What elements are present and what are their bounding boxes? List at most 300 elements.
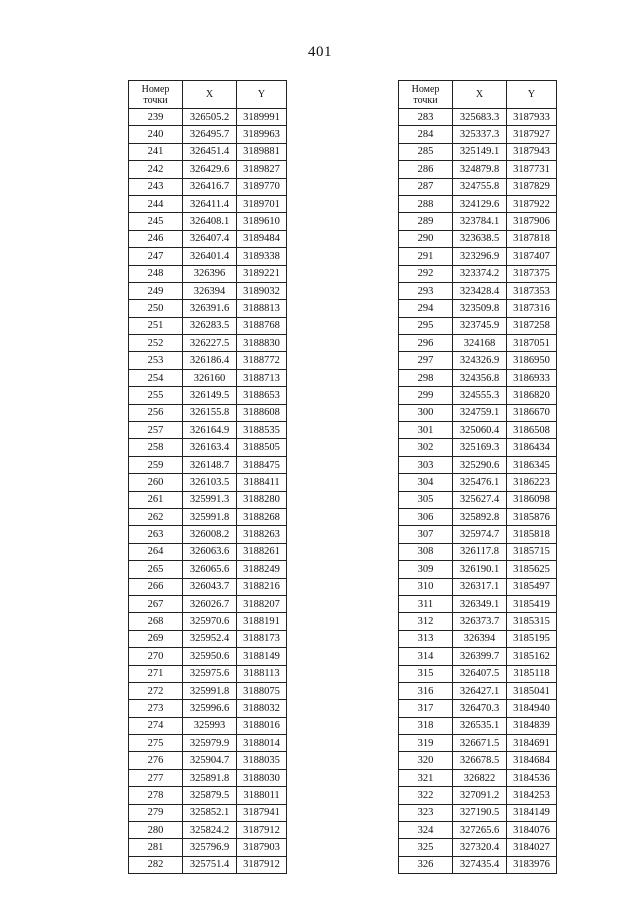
header-point-number: Номер точки	[129, 81, 183, 109]
cell-x: 324356.8	[453, 369, 507, 386]
table-row	[399, 613, 557, 630]
cell-point-number: 289	[399, 213, 453, 230]
cell-y: 3189827	[237, 161, 287, 178]
cell-point-number: 251	[129, 317, 183, 334]
table-row	[129, 126, 287, 143]
table-row	[129, 456, 287, 473]
table-row	[129, 769, 287, 786]
cell-point-number: 318	[399, 717, 453, 734]
cell-x: 326671.5	[453, 735, 507, 752]
cell-point-number: 320	[399, 752, 453, 769]
cell-y: 3189610	[237, 213, 287, 230]
cell-y: 3188653	[237, 387, 287, 404]
cell-point-number: 317	[399, 700, 453, 717]
table-row	[129, 335, 287, 352]
cell-y: 3188813	[237, 300, 287, 317]
table-header-row	[129, 81, 287, 109]
table-row	[129, 213, 287, 230]
cell-y: 3187407	[507, 248, 557, 265]
cell-point-number: 298	[399, 369, 453, 386]
cell-point-number: 311	[399, 595, 453, 612]
cell-point-number: 245	[129, 213, 183, 230]
cell-x: 325337.3	[453, 126, 507, 143]
cell-x: 325993	[183, 717, 237, 734]
cell-x: 326394	[453, 630, 507, 647]
cell-point-number: 240	[129, 126, 183, 143]
cell-y: 3184839	[507, 717, 557, 734]
cell-y: 3188261	[237, 543, 287, 560]
cell-y: 3188713	[237, 369, 287, 386]
cell-point-number: 297	[399, 352, 453, 369]
table-row	[129, 161, 287, 178]
cell-x: 324759.1	[453, 404, 507, 421]
cell-x: 326227.5	[183, 335, 237, 352]
cell-y: 3186820	[507, 387, 557, 404]
table-row	[129, 508, 287, 525]
cell-x: 325169.3	[453, 439, 507, 456]
cell-y: 3188263	[237, 526, 287, 543]
cell-point-number: 257	[129, 422, 183, 439]
cell-point-number: 255	[129, 387, 183, 404]
cell-point-number: 272	[129, 682, 183, 699]
cell-y: 3188011	[237, 787, 287, 804]
table-row	[399, 735, 557, 752]
cell-point-number: 290	[399, 230, 453, 247]
cell-y: 3188030	[237, 769, 287, 786]
table-row	[399, 143, 557, 160]
cell-point-number: 300	[399, 404, 453, 421]
cell-x: 326349.1	[453, 595, 507, 612]
table-row	[129, 561, 287, 578]
cell-point-number: 321	[399, 769, 453, 786]
cell-point-number: 326	[399, 856, 453, 873]
cell-y: 3189338	[237, 248, 287, 265]
cell-y: 3189221	[237, 265, 287, 282]
table-row	[399, 317, 557, 334]
cell-point-number: 242	[129, 161, 183, 178]
cell-y: 3187906	[507, 213, 557, 230]
table-row	[129, 856, 287, 873]
cell-y: 3187912	[237, 822, 287, 839]
cell-y: 3184027	[507, 839, 557, 856]
header-x: X	[183, 81, 237, 109]
cell-point-number: 319	[399, 735, 453, 752]
cell-y: 3184940	[507, 700, 557, 717]
cell-point-number: 243	[129, 178, 183, 195]
cell-y: 3187943	[507, 143, 557, 160]
cell-y: 3189963	[237, 126, 287, 143]
cell-x: 326416.7	[183, 178, 237, 195]
table-row	[129, 265, 287, 282]
cell-point-number: 241	[129, 143, 183, 160]
cell-x: 326411.4	[183, 195, 237, 212]
cell-point-number: 252	[129, 335, 183, 352]
cell-x: 326396	[183, 265, 237, 282]
cell-x: 323296.9	[453, 248, 507, 265]
table-row	[129, 648, 287, 665]
table-header-row	[399, 81, 557, 109]
header-y: Y	[237, 81, 287, 109]
cell-x: 326401.4	[183, 248, 237, 265]
table-row	[399, 508, 557, 525]
cell-x: 325290.6	[453, 456, 507, 473]
cell-point-number: 266	[129, 578, 183, 595]
cell-x: 326117.8	[453, 543, 507, 560]
cell-x: 326163.4	[183, 439, 237, 456]
page-number: 401	[308, 44, 332, 60]
cell-y: 3186670	[507, 404, 557, 421]
table-row	[399, 195, 557, 212]
table-row	[129, 526, 287, 543]
cell-point-number: 316	[399, 682, 453, 699]
cell-x: 325796.9	[183, 839, 237, 856]
table-row	[129, 804, 287, 821]
cell-point-number: 302	[399, 439, 453, 456]
cell-x: 325627.4	[453, 491, 507, 508]
table-row	[399, 213, 557, 230]
table-body	[399, 109, 557, 874]
table-row	[399, 578, 557, 595]
cell-x: 325683.3	[453, 109, 507, 126]
table-row	[129, 230, 287, 247]
cell-y: 3189484	[237, 230, 287, 247]
cell-y: 3188113	[237, 665, 287, 682]
cell-y: 3186950	[507, 352, 557, 369]
cell-x: 323638.5	[453, 230, 507, 247]
table-row	[129, 404, 287, 421]
cell-x: 327435.4	[453, 856, 507, 873]
cell-x: 326429.6	[183, 161, 237, 178]
table-row	[399, 526, 557, 543]
table-row	[129, 543, 287, 560]
cell-point-number: 303	[399, 456, 453, 473]
table-row	[129, 143, 287, 160]
cell-point-number: 307	[399, 526, 453, 543]
table-row	[129, 822, 287, 839]
cell-y: 3187927	[507, 126, 557, 143]
cell-point-number: 287	[399, 178, 453, 195]
cell-point-number: 254	[129, 369, 183, 386]
cell-point-number: 291	[399, 248, 453, 265]
table-row	[129, 387, 287, 404]
cell-x: 326373.7	[453, 613, 507, 630]
cell-y: 3188249	[237, 561, 287, 578]
table-row	[129, 682, 287, 699]
cell-y: 3185419	[507, 595, 557, 612]
cell-x: 326391.6	[183, 300, 237, 317]
cell-point-number: 275	[129, 735, 183, 752]
cell-x: 326164.9	[183, 422, 237, 439]
table-row	[129, 422, 287, 439]
table-row	[399, 839, 557, 856]
cell-point-number: 293	[399, 282, 453, 299]
cell-point-number: 256	[129, 404, 183, 421]
cell-y: 3184253	[507, 787, 557, 804]
cell-point-number: 280	[129, 822, 183, 839]
table-row	[129, 839, 287, 856]
cell-point-number: 299	[399, 387, 453, 404]
cell-y: 3184684	[507, 752, 557, 769]
cell-y: 3187051	[507, 335, 557, 352]
table-row	[399, 856, 557, 873]
cell-y: 3187353	[507, 282, 557, 299]
table-row	[129, 613, 287, 630]
cell-y: 3188830	[237, 335, 287, 352]
cell-y: 3188608	[237, 404, 287, 421]
cell-y: 3188505	[237, 439, 287, 456]
cell-y: 3188207	[237, 595, 287, 612]
cell-y: 3189770	[237, 178, 287, 195]
cell-x: 326451.4	[183, 143, 237, 160]
cell-y: 3188016	[237, 717, 287, 734]
cell-x: 324755.8	[453, 178, 507, 195]
cell-x: 324129.6	[453, 195, 507, 212]
cell-x: 326495.7	[183, 126, 237, 143]
table-row	[399, 822, 557, 839]
cell-x: 325991.8	[183, 508, 237, 525]
cell-point-number: 258	[129, 439, 183, 456]
cell-y: 3184076	[507, 822, 557, 839]
table-row	[399, 474, 557, 491]
cell-point-number: 282	[129, 856, 183, 873]
cell-x: 324879.8	[453, 161, 507, 178]
cell-point-number: 294	[399, 300, 453, 317]
cell-x: 323428.4	[453, 282, 507, 299]
cell-point-number: 315	[399, 665, 453, 682]
table-row	[129, 752, 287, 769]
cell-x: 326186.4	[183, 352, 237, 369]
cell-y: 3185876	[507, 508, 557, 525]
cell-point-number: 284	[399, 126, 453, 143]
cell-point-number: 250	[129, 300, 183, 317]
cell-y: 3186434	[507, 439, 557, 456]
cell-y: 3185315	[507, 613, 557, 630]
cell-point-number: 305	[399, 491, 453, 508]
cell-y: 3185625	[507, 561, 557, 578]
cell-y: 3188035	[237, 752, 287, 769]
cell-y: 3189991	[237, 109, 287, 126]
cell-y: 3188268	[237, 508, 287, 525]
table-row	[129, 109, 287, 126]
cell-x: 326148.7	[183, 456, 237, 473]
table-row	[399, 248, 557, 265]
cell-x: 326043.7	[183, 578, 237, 595]
cell-point-number: 325	[399, 839, 453, 856]
cell-x: 326008.2	[183, 526, 237, 543]
cell-point-number: 273	[129, 700, 183, 717]
table-row	[129, 717, 287, 734]
cell-point-number: 288	[399, 195, 453, 212]
header-x: X	[453, 81, 507, 109]
cell-point-number: 269	[129, 630, 183, 647]
cell-y: 3188411	[237, 474, 287, 491]
cell-point-number: 283	[399, 109, 453, 126]
cell-point-number: 248	[129, 265, 183, 282]
coordinates-table-right	[398, 80, 557, 874]
cell-point-number: 286	[399, 161, 453, 178]
cell-x: 323745.9	[453, 317, 507, 334]
cell-point-number: 262	[129, 508, 183, 525]
cell-x: 325970.6	[183, 613, 237, 630]
cell-x: 327320.4	[453, 839, 507, 856]
cell-y: 3185195	[507, 630, 557, 647]
cell-x: 325476.1	[453, 474, 507, 491]
header-y: Y	[507, 81, 557, 109]
table-row	[399, 595, 557, 612]
table-row	[399, 265, 557, 282]
cell-point-number: 292	[399, 265, 453, 282]
cell-y: 3188216	[237, 578, 287, 595]
table-row	[129, 248, 287, 265]
cell-y: 3183976	[507, 856, 557, 873]
cell-point-number: 239	[129, 109, 183, 126]
cell-y: 3188772	[237, 352, 287, 369]
table-row	[399, 543, 557, 560]
cell-x: 326190.1	[453, 561, 507, 578]
cell-point-number: 304	[399, 474, 453, 491]
cell-point-number: 247	[129, 248, 183, 265]
table-row	[129, 630, 287, 647]
table-row	[399, 717, 557, 734]
cell-point-number: 253	[129, 352, 183, 369]
cell-x: 325892.8	[453, 508, 507, 525]
table-row	[129, 178, 287, 195]
cell-y: 3187903	[237, 839, 287, 856]
header-point-number: Номер точки	[399, 81, 453, 109]
table-row	[399, 178, 557, 195]
cell-y: 3189881	[237, 143, 287, 160]
table-row	[399, 456, 557, 473]
cell-x: 326155.8	[183, 404, 237, 421]
cell-y: 3185497	[507, 578, 557, 595]
coordinates-table-left	[128, 80, 287, 874]
cell-y: 3187941	[237, 804, 287, 821]
table-row	[129, 735, 287, 752]
table-row	[129, 665, 287, 682]
table-row	[399, 369, 557, 386]
cell-x: 326407.4	[183, 230, 237, 247]
table-body	[129, 109, 287, 874]
table-row	[129, 369, 287, 386]
cell-y: 3186098	[507, 491, 557, 508]
cell-point-number: 310	[399, 578, 453, 595]
cell-point-number: 265	[129, 561, 183, 578]
cell-x: 325996.6	[183, 700, 237, 717]
cell-point-number: 263	[129, 526, 183, 543]
table-row	[129, 787, 287, 804]
cell-y: 3188280	[237, 491, 287, 508]
cell-x: 324168	[453, 335, 507, 352]
cell-y: 3186508	[507, 422, 557, 439]
cell-x: 325879.5	[183, 787, 237, 804]
cell-y: 3184149	[507, 804, 557, 821]
cell-x: 327091.2	[453, 787, 507, 804]
cell-x: 325975.6	[183, 665, 237, 682]
cell-point-number: 313	[399, 630, 453, 647]
table-row	[399, 126, 557, 143]
cell-y: 3188173	[237, 630, 287, 647]
cell-x: 326822	[453, 769, 507, 786]
cell-x: 325891.8	[183, 769, 237, 786]
cell-y: 3188535	[237, 422, 287, 439]
table-row	[399, 404, 557, 421]
cell-point-number: 249	[129, 282, 183, 299]
table-row	[129, 352, 287, 369]
table-row	[399, 439, 557, 456]
table-row	[399, 230, 557, 247]
cell-point-number: 306	[399, 508, 453, 525]
table-row	[399, 352, 557, 369]
table-row	[129, 474, 287, 491]
cell-y: 3187258	[507, 317, 557, 334]
cell-point-number: 267	[129, 595, 183, 612]
cell-y: 3184536	[507, 769, 557, 786]
cell-point-number: 271	[129, 665, 183, 682]
cell-y: 3188191	[237, 613, 287, 630]
cell-x: 326394	[183, 282, 237, 299]
cell-point-number: 324	[399, 822, 453, 839]
table-row	[399, 387, 557, 404]
cell-x: 325950.6	[183, 648, 237, 665]
cell-x: 323784.1	[453, 213, 507, 230]
table-row	[399, 787, 557, 804]
cell-point-number: 323	[399, 804, 453, 821]
cell-point-number: 278	[129, 787, 183, 804]
cell-x: 325952.4	[183, 630, 237, 647]
cell-point-number: 314	[399, 648, 453, 665]
cell-point-number: 281	[129, 839, 183, 856]
table-row	[399, 630, 557, 647]
cell-point-number: 296	[399, 335, 453, 352]
table-row	[399, 648, 557, 665]
table-row	[399, 300, 557, 317]
cell-point-number: 301	[399, 422, 453, 439]
cell-y: 3188075	[237, 682, 287, 699]
table-row	[399, 682, 557, 699]
cell-point-number: 246	[129, 230, 183, 247]
cell-point-number: 259	[129, 456, 183, 473]
table-row	[399, 491, 557, 508]
table-row	[399, 109, 557, 126]
table-row	[399, 335, 557, 352]
cell-point-number: 270	[129, 648, 183, 665]
table-row	[399, 282, 557, 299]
cell-x: 325974.7	[453, 526, 507, 543]
cell-y: 3187818	[507, 230, 557, 247]
cell-x: 326535.1	[453, 717, 507, 734]
cell-x: 326026.7	[183, 595, 237, 612]
cell-point-number: 285	[399, 143, 453, 160]
cell-y: 3185041	[507, 682, 557, 699]
cell-y: 3189032	[237, 282, 287, 299]
cell-y: 3188014	[237, 735, 287, 752]
cell-y: 3187316	[507, 300, 557, 317]
cell-x: 326505.2	[183, 109, 237, 126]
cell-point-number: 274	[129, 717, 183, 734]
cell-point-number: 308	[399, 543, 453, 560]
cell-x: 326160	[183, 369, 237, 386]
table-row	[399, 422, 557, 439]
table-row	[129, 300, 287, 317]
cell-x: 324326.9	[453, 352, 507, 369]
cell-y: 3185818	[507, 526, 557, 543]
cell-y: 3188032	[237, 700, 287, 717]
cell-point-number: 260	[129, 474, 183, 491]
cell-x: 326063.6	[183, 543, 237, 560]
cell-point-number: 295	[399, 317, 453, 334]
cell-x: 325060.4	[453, 422, 507, 439]
table-row	[129, 282, 287, 299]
